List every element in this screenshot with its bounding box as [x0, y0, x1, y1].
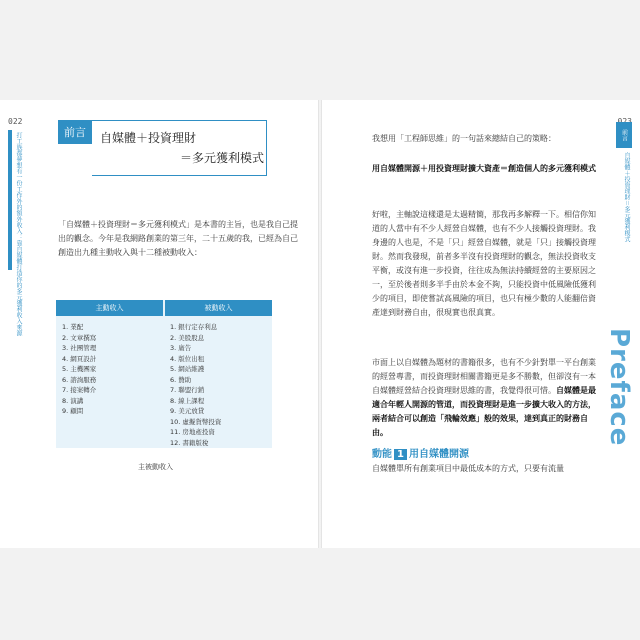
list-item: 8. 演講 [62, 396, 84, 405]
section-heading [372, 445, 469, 460]
section-heading-number: 1 [394, 449, 407, 460]
list-item: 2. 美股股息 [170, 333, 205, 342]
left-page-number: 022 [8, 117, 23, 126]
right-paragraph-3: 好啦，主軸說這樣還是太過精簡，那我再多解釋一下。相信你知道的人當中有不少人經營自媒體，也有不少人接觸投資理財。我身邊的人也是，不是「只」經營自媒體，就是「只」接觸投資理財。然而我發現，前者多半沒有投資理財的觀念，無法投資收支平衡，或沒有進一步投資，往往成為無法持續經營的主要原因之一，至於後者則多半手由於本金不夠，只能投資中低風險低獲利少的項目，即使嘗試高風險的項目，也只有極少數的人能翻倍資產達到財務自由，很現實也很真實。 [372, 210, 596, 317]
list-item: 3. 廣告 [170, 344, 192, 352]
list-item: 1. 業配 [62, 323, 84, 331]
section-heading-prefix: 動能 [372, 449, 392, 460]
list-item: 3. 社團管理 [62, 344, 97, 352]
list-item: 11. 房地產投資 [170, 428, 215, 436]
book-gutter [318, 100, 322, 548]
right-paragraph-1: 我想用「工程師思維」的一句話來總結自己的策略： [372, 134, 556, 143]
intro-paragraph: 「自媒體＋投資理財＝多元獲利模式」是本書的主旨，也是我自己提出的觀念。今年是我網路創業的第三年，二十五歲的我，已經為自己創造出九種主動收入與十二種被動收入： [58, 220, 298, 257]
preface-vertical-word: Preface [604, 328, 634, 447]
list-item: 12. 書籍版稅 [170, 438, 209, 447]
list-item: 7. 聯盟行銷 [170, 386, 205, 394]
list-item: 6. 贊助 [170, 375, 192, 384]
right-paragraph-4-a: 市面上以自媒體為題材的書籍很多，也有不少針對單一平台創業的經營專書，而投資理財相關書籍更是多不勝數，但卻沒有一本自媒體經營結合投資理財思維的書，我覺得很可惜。 [372, 358, 596, 395]
right-paragraph-5: 自媒體單所有創業項目中最低成本的方式，只要有流量 [372, 464, 564, 473]
list-item: 9. 顧問 [62, 407, 84, 415]
right-strategy-statement: 用自媒體開源＋用投資理財擴大資產＝創造個人的多元獲利模式 [372, 164, 596, 173]
passive-income-list [170, 322, 221, 448]
right-paragraph-4-b: 自媒體是最適合年輕人開源的管道，而投資理財是進一步擴大收入的方法，兩者結合可以創造「飛輪效應」般的效果，達到真正的財務自由。 [372, 386, 596, 437]
chapter-title-line2: ＝多元獲利模式 [180, 151, 265, 165]
passive-income-header: 被動收入 [165, 300, 272, 316]
table-caption: 主被動收入 [138, 463, 173, 471]
active-income-header: 主動收入 [56, 300, 163, 316]
list-item: 1. 銀行定存利息 [170, 323, 218, 331]
chapter-title-line1: 自媒體＋投資理財 [100, 131, 197, 145]
list-item: 2. 文章撰寫 [62, 333, 97, 342]
list-item: 10. 虛擬貨幣投資 [170, 417, 222, 426]
chapter-title-box [92, 120, 267, 176]
right-paragraph-4 [372, 356, 602, 440]
list-item: 8. 線上課程 [170, 396, 205, 405]
right-preface-tab: 前言 [616, 122, 632, 148]
list-item: 7. 接案轉介 [62, 386, 97, 394]
list-item: 4. 網頁設計 [62, 354, 97, 363]
section-heading-text: 用自媒體開源 [408, 449, 469, 460]
preface-tab-label: 前言 [58, 120, 92, 144]
right-side-running-text: 自媒體＋投資理財＝多元獲利模式 [623, 152, 630, 243]
active-income-list [62, 322, 96, 417]
list-item: 5. 網站維護 [170, 365, 205, 373]
list-item: 4. 版位出租 [170, 354, 205, 363]
book-spread [0, 100, 640, 548]
left-side-running-text: 打工族都夢想有一份工作外的額外收入：靠自媒體打造你的多元獲利收入來源 [15, 132, 22, 336]
list-item: 9. 美元放貸 [170, 407, 205, 415]
list-item: 6. 諮詢服務 [62, 375, 97, 384]
list-item: 5. 主機團家 [62, 365, 97, 373]
income-table [56, 300, 272, 448]
